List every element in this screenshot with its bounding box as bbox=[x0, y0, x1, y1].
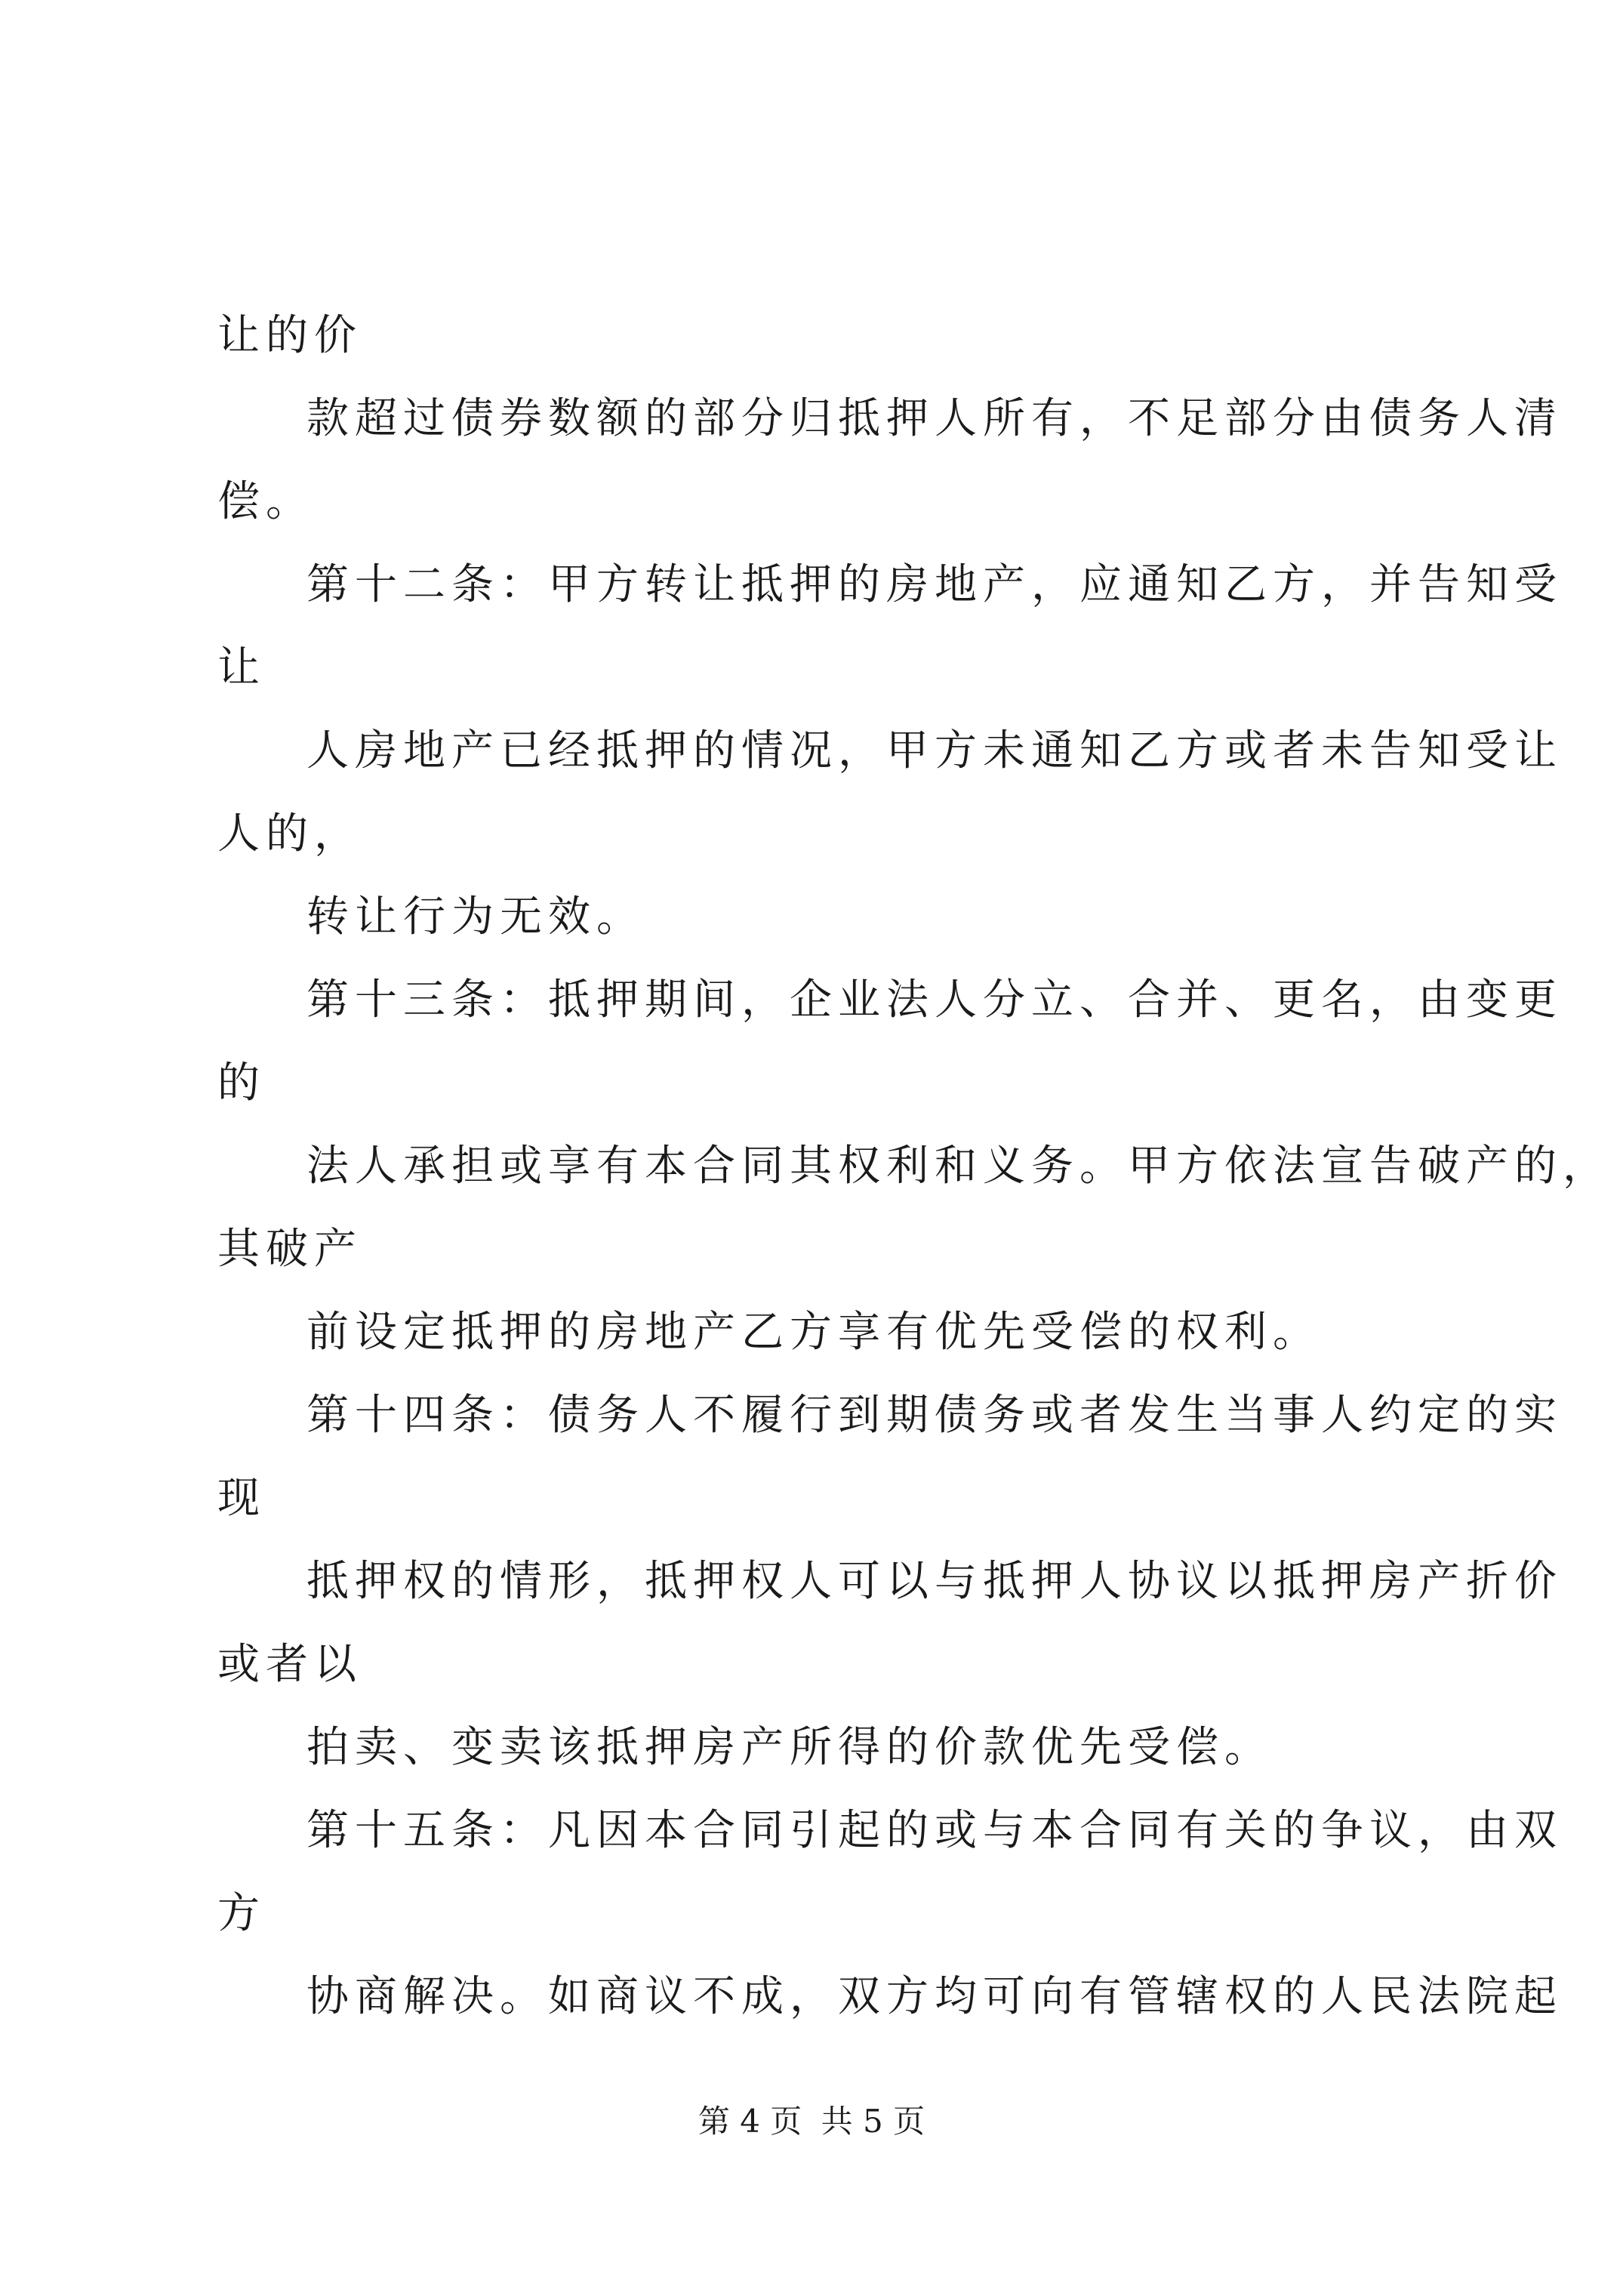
text-line: 第十二条：甲方转让抵押的房地产，应通知乙方，并告知受 bbox=[306, 560, 1563, 609]
text-line: 法人承担或享有本合同其权利和义务。甲方依法宣告破产的， bbox=[306, 1142, 1611, 1191]
text-line: 人的， bbox=[217, 809, 362, 858]
text-line: 现 bbox=[217, 1474, 266, 1523]
page-number: 第 4 页 bbox=[698, 2103, 802, 2140]
text-line: 第十五条：凡因本合同引起的或与本合同有关的争议，由双 bbox=[306, 1806, 1563, 1855]
text-line: 转让行为无效。 bbox=[306, 892, 645, 942]
text-line: 抵押权的情形，抵押权人可以与抵押人协议以抵押房产折价 bbox=[306, 1557, 1563, 1606]
text-line: 让的价 bbox=[217, 311, 362, 360]
page-total: 共 5 页 bbox=[821, 2103, 925, 2140]
text-line: 协商解决。如商议不成，双方均可向有管辖权的人民法院起 bbox=[306, 1972, 1563, 2021]
text-line: 人房地产已经抵押的情况，甲方未通知乙方或者未告知受让 bbox=[306, 726, 1563, 775]
text-line: 款超过债券数额的部分归抵押人所有，不足部分由债务人清 bbox=[306, 394, 1563, 443]
text-line: 的 bbox=[217, 1059, 266, 1108]
text-line: 第十四条：债务人不履行到期债务或者发生当事人约定的实 bbox=[306, 1391, 1563, 1440]
text-line: 前设定抵押的房地产乙方享有优先受偿的权利。 bbox=[306, 1308, 1321, 1357]
text-line: 让 bbox=[217, 643, 266, 692]
text-line: 第十三条：抵押期间，企业法人分立、合并、更名，由变更 bbox=[306, 975, 1563, 1025]
text-line: 其破产 bbox=[217, 1225, 362, 1274]
page-footer bbox=[0, 2099, 1623, 2144]
text-line: 或者以 bbox=[217, 1640, 362, 1689]
text-line: 偿。 bbox=[217, 477, 314, 526]
text-line: 方 bbox=[217, 1889, 266, 1938]
text-line: 拍卖、变卖该抵押房产所得的价款优先受偿。 bbox=[306, 1723, 1273, 1772]
